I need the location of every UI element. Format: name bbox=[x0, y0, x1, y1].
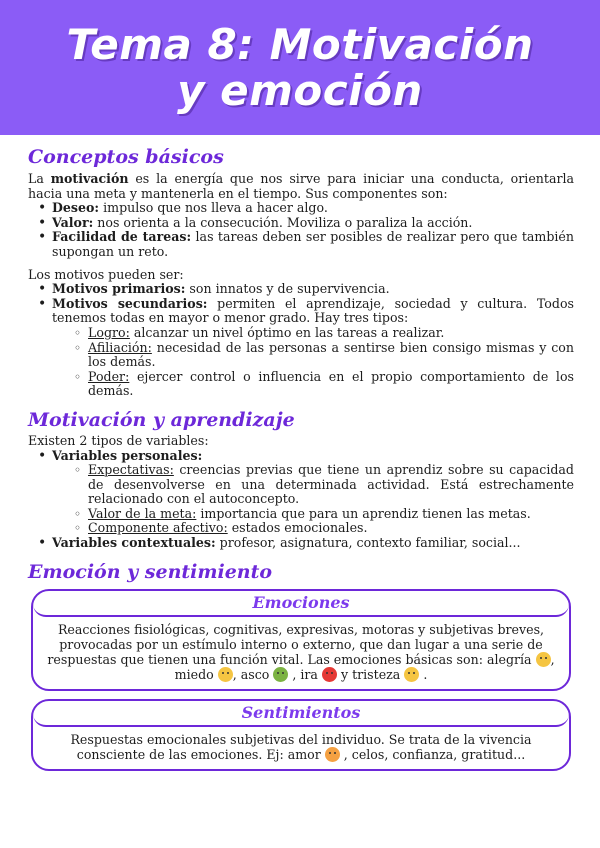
feelings-box-title: Sentimientos bbox=[33, 701, 569, 727]
angry-face-icon bbox=[322, 667, 337, 682]
emotions-box-title: Emociones bbox=[33, 591, 569, 617]
title-banner bbox=[0, 0, 600, 135]
list-item: • Variables personales: ◦ Expectativas: creencias previas que tiene un aprendiz sobre su capacidad de desenvolverse en una determinada actividad. Está estrechamente relacionado con el autoconcepto. ◦ Valor de la meta: importancia que para un aprendiz tienen las metas. ◦ Componente afectivo: estados emocionales. bbox=[32, 449, 574, 537]
motivation-definition: La motivación es la energía que nos sirve para iniciar una conducta, orientarla hacia una meta y mantenerla en el tiempo. Sus componentes son: bbox=[28, 171, 575, 201]
feelings-box-text: Respuestas emocionales subjetivas del individuo. Se trata de la vivencia consciente de las emociones. Ej: amor , celos, confianza, gratitud... bbox=[70, 731, 532, 762]
section-heading-conceptos: Conceptos básicos bbox=[28, 146, 224, 168]
page-title-line2: y emoción bbox=[177, 65, 423, 115]
page-title-line1: Tema 8: Motivación bbox=[66, 19, 534, 69]
document-body bbox=[28, 146, 574, 771]
fearful-face-icon bbox=[218, 667, 233, 682]
list-item: ◦ Poder: ejercer control o influencia en el propio comportamiento de los demás. bbox=[72, 370, 574, 399]
list-item: ◦ Afiliación: necesidad de las personas a sentirse bien consigo mismas y con los demás. bbox=[72, 341, 574, 370]
list-item: ◦ Logro: alcanzar un nivel óptimo en las tareas a realizar. bbox=[72, 326, 574, 341]
list-item: • Deseo: impulso que nos lleva a hacer algo. bbox=[32, 201, 574, 216]
personal-variables-list bbox=[52, 463, 574, 536]
list-item: • Facilidad de tareas: las tareas deben ser posibles de realizar pero que también supongan un reto. bbox=[32, 230, 574, 259]
emotions-box bbox=[31, 589, 571, 691]
nauseated-face-icon bbox=[273, 667, 288, 682]
list-item: • Variables contextuales: profesor, asignatura, contexto familiar, social... bbox=[32, 536, 574, 551]
secondary-types-list bbox=[52, 326, 574, 399]
components-list bbox=[28, 201, 574, 259]
list-item: • Valor: nos orienta a la consecución. Moviliza o paraliza la acción. bbox=[32, 216, 574, 231]
variables-list bbox=[28, 449, 574, 551]
happy-face-icon bbox=[536, 652, 551, 667]
variables-intro: Existen 2 tipos de variables: bbox=[28, 432, 209, 448]
feelings-box bbox=[31, 699, 571, 771]
list-item: • Motivos primarios: son innatos y de supervivencia. bbox=[32, 282, 574, 297]
section-heading-emocion: Emoción y sentimiento bbox=[28, 560, 273, 583]
list-item: ◦ Componente afectivo: estados emocionales. bbox=[72, 521, 574, 536]
crying-face-icon bbox=[404, 667, 419, 682]
list-item: ◦ Valor de la meta: importancia que para un aprendiz tienen las metas. bbox=[72, 507, 574, 522]
list-item: ◦ Expectativas: creencias previas que tiene un aprendiz sobre su capacidad de desenvolverse en una determinada actividad. Está estrechamente relacionado con el autoconcepto. bbox=[72, 463, 574, 507]
list-item: • Motivos secundarios: permiten el aprendizaje, sociedad y cultura. Todos tenemos todas en mayor o menor grado. Hay tres tipos: ◦ Logro: alcanzar un nivel óptimo en las tareas a realizar. ◦ Afiliación: necesidad de las personas a sentirse bien consigo mismas y con los demás. ◦ Poder: ejercer control o influencia en el propio comportamiento de los demás. bbox=[32, 297, 574, 399]
motives-list bbox=[28, 282, 574, 399]
smiling-face-with-hearts-icon bbox=[325, 747, 340, 762]
section-heading-aprendizaje: Motivación y aprendizaje bbox=[28, 408, 295, 431]
emotions-box-text: Reacciones fisiológicas, cognitivas, expresivas, motoras y subjetivas breves, provocadas por un estímulo interno o externo, que dan lugar a una serie de respuestas que tienen una función vital. Las emociones básicas son: alegría , miedo , asco , ira y tristeza . bbox=[47, 621, 555, 682]
motives-intro: Los motivos pueden ser: bbox=[28, 266, 184, 282]
